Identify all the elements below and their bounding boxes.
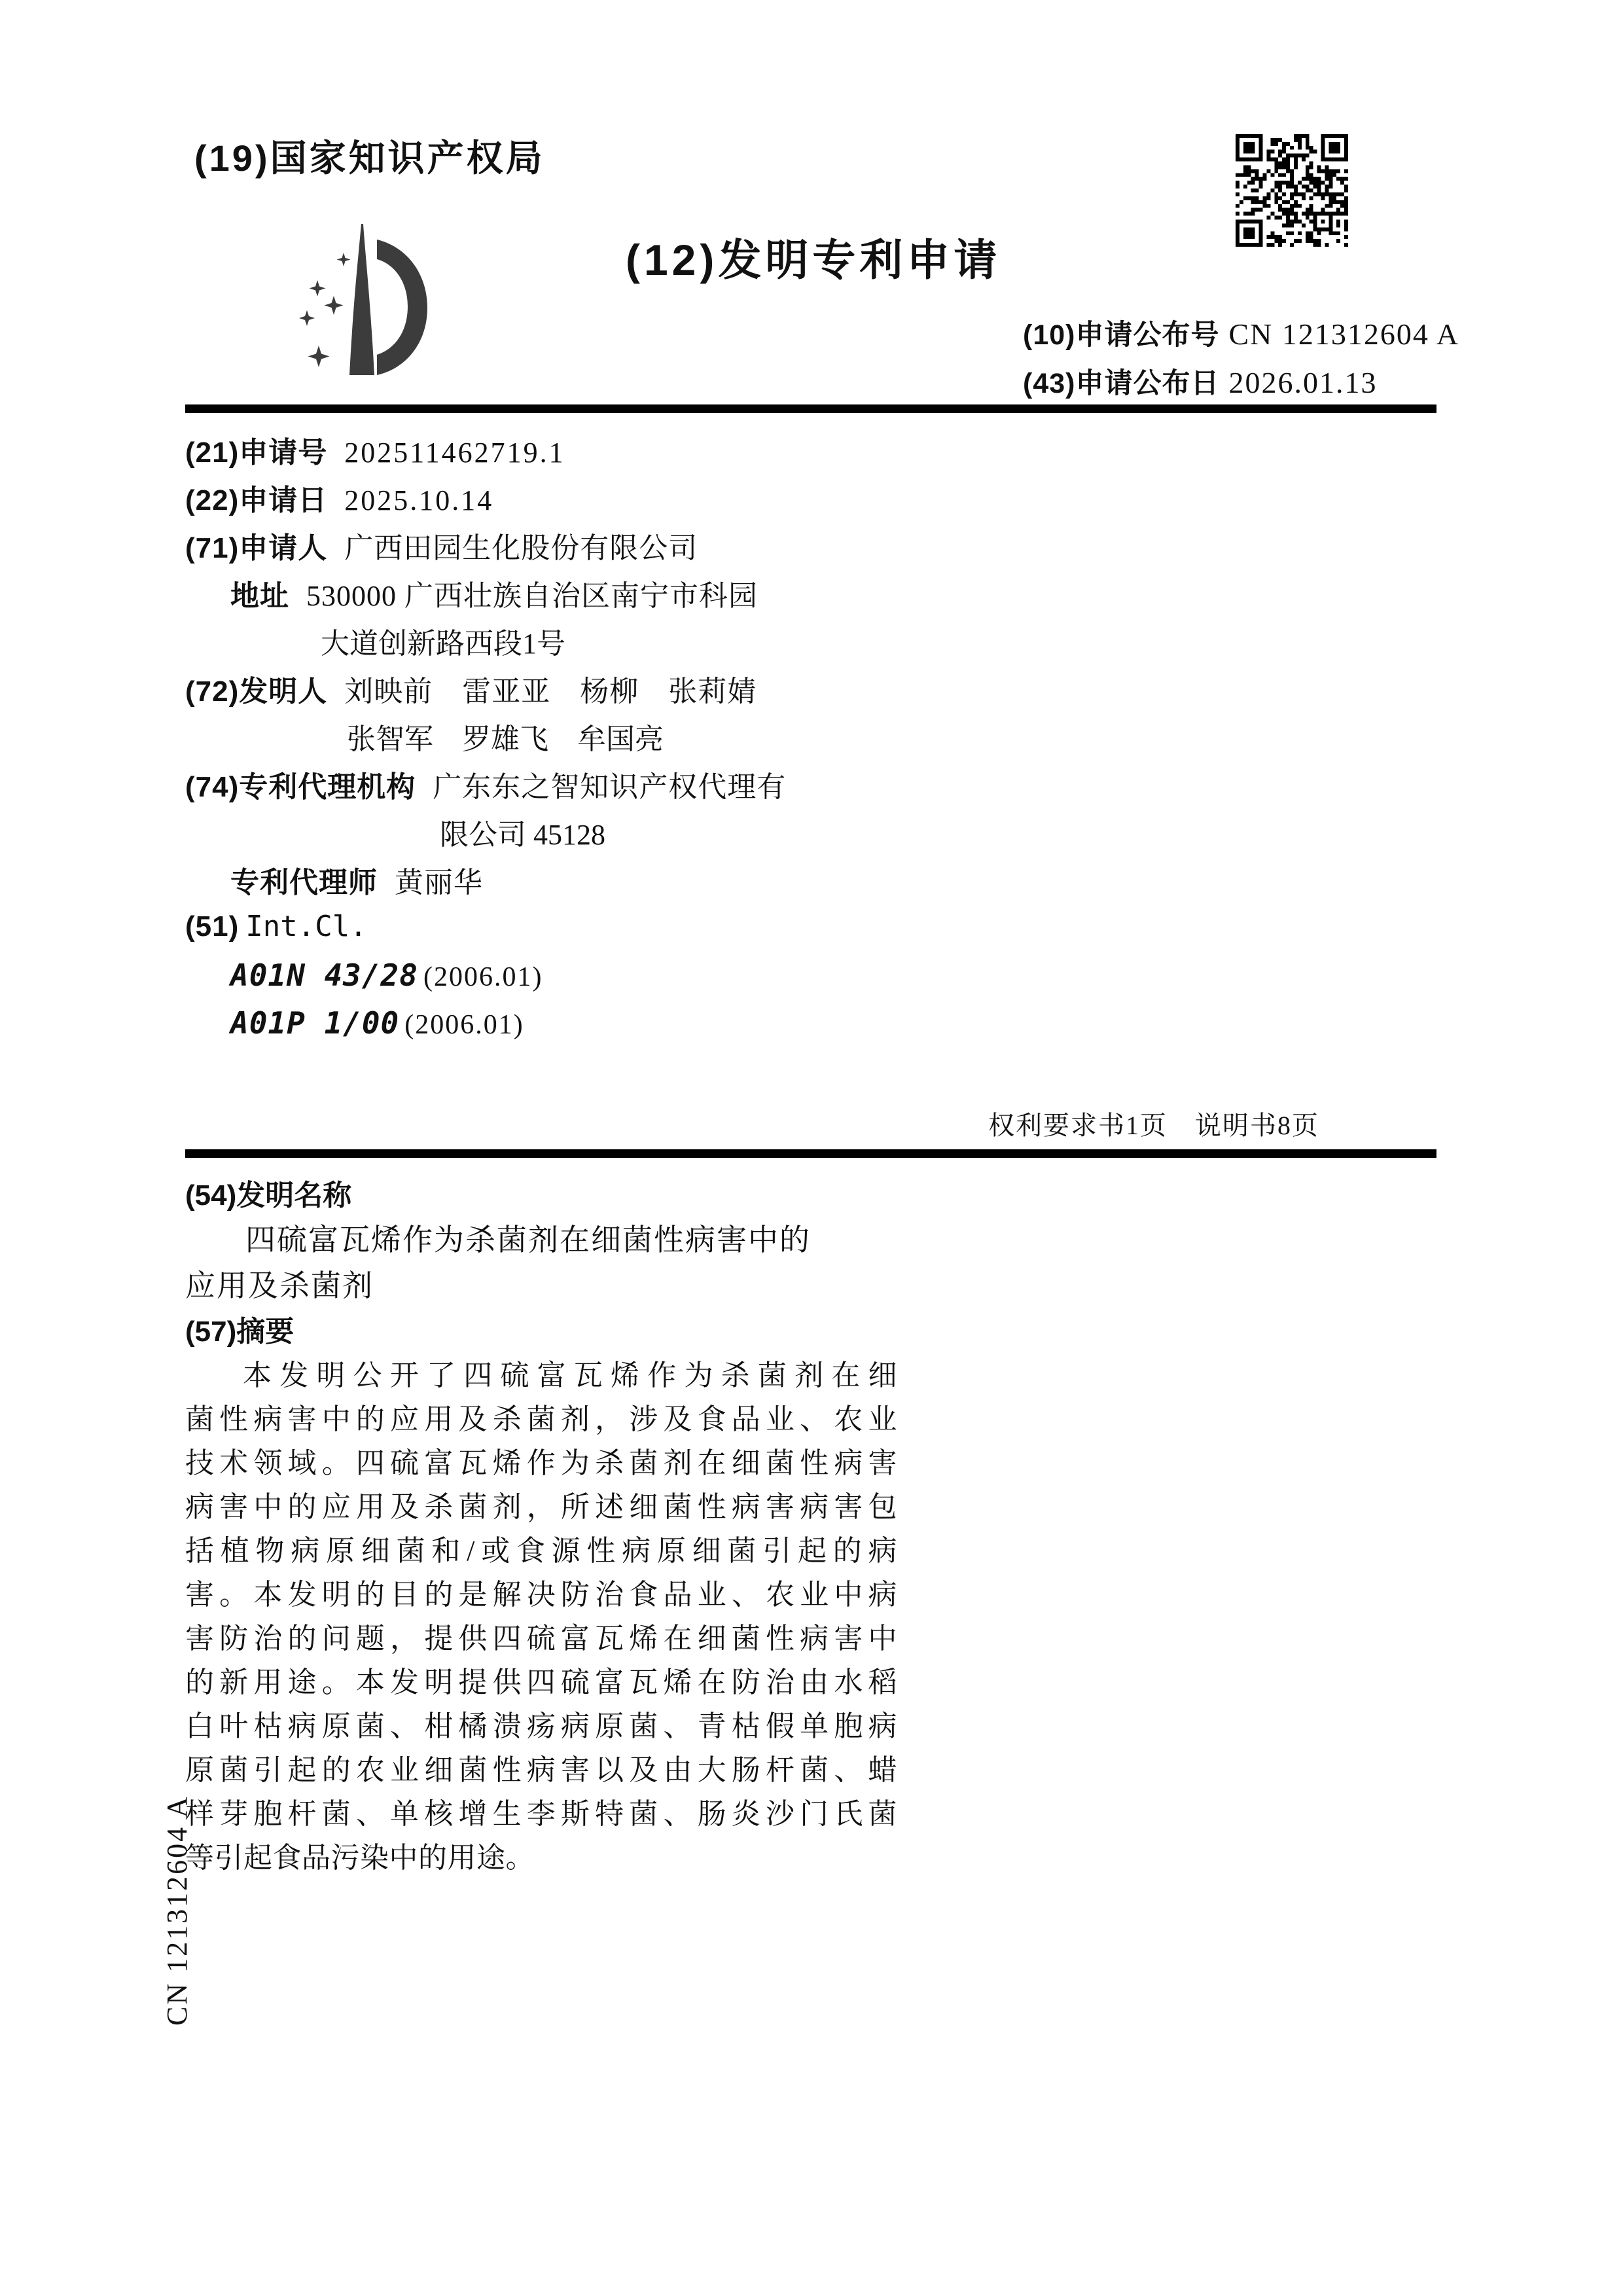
- abstract-line: 本发明公开了四硫富瓦烯作为杀菌剂在细: [243, 1359, 897, 1391]
- abstract-section-label: (57)摘要: [185, 1316, 294, 1348]
- abstract-line: 害。本发明的目的是解决防治食品业、农业中病: [185, 1579, 897, 1611]
- application-number-value: 202511462719.1: [344, 437, 565, 469]
- inventors-line1: 刘映前 雷亚亚 杨柳 张莉婧: [344, 675, 757, 708]
- patent-office-name: (19)国家知识产权局: [194, 137, 545, 179]
- cnipa-logo-icon: [298, 223, 429, 376]
- applicant-row: [185, 524, 698, 566]
- intcl-row: [185, 910, 367, 943]
- publication-date-label: (43)申请公布日: [1023, 368, 1220, 399]
- application-date-value: 2025.10.14: [344, 484, 494, 516]
- agency-row: [185, 763, 786, 805]
- abstract-line: 害防治的问题，提供四硫富瓦烯在细菌性病害中: [185, 1623, 897, 1655]
- applicant-value: 广西田园生化股份有限公司: [344, 532, 698, 564]
- publication-number-value: CN 121312604 A: [1228, 317, 1460, 351]
- applicant-label: (71)申请人: [185, 532, 328, 564]
- publication-date-value: 2026.01.13: [1228, 366, 1378, 399]
- application-number-row: [185, 429, 565, 471]
- abstract-line: 样芽胞杆菌、单核增生李斯特菌、肠炎沙门氏菌: [185, 1798, 897, 1830]
- qr-code-icon: [1236, 134, 1348, 247]
- abstract-text: [185, 1354, 897, 1880]
- side-publication-code: CN 121312604 A: [161, 1795, 193, 2026]
- invention-title-line2: 应用及杀菌剂: [185, 1269, 374, 1302]
- mid-divider: [185, 1149, 1436, 1158]
- pages-info: 权利要求书1页 说明书8页: [988, 1111, 1319, 1140]
- intcl-entry-1: [230, 958, 543, 993]
- abstract-line: 病害中的应用及杀菌剂，所述细菌性病害病害包: [185, 1491, 897, 1523]
- address-line1: 530000 广西壮族自治区南宁市科园: [306, 580, 758, 612]
- abstract-line: 等引起食品污染中的用途。: [185, 1842, 535, 1874]
- agent-value: 黄丽华: [395, 867, 483, 899]
- intcl-version-2: (2006.01): [404, 1010, 524, 1040]
- agency-line1: 广东东之智知识产权代理有: [433, 771, 787, 803]
- agency-label: (74)专利代理机构: [185, 771, 416, 803]
- agency-line2: 限公司 45128: [440, 819, 605, 851]
- title-section-label: (54)发明名称: [185, 1179, 352, 1211]
- agent-row: [230, 859, 483, 901]
- intcl-code-1: A01N 43/28: [230, 958, 418, 993]
- intcl-code-2: A01P 1/00: [230, 1005, 400, 1041]
- address-line2: 大道创新路西段1号: [321, 628, 565, 660]
- intcl-word: Int.Cl.: [245, 910, 367, 943]
- application-date-label: (22)申请日: [185, 484, 328, 516]
- publication-number-row: [1023, 313, 1459, 353]
- applicant-address-row: [230, 572, 758, 614]
- header-divider: [185, 404, 1436, 413]
- inventors-line2: 张智军 罗雄飞 牟国亮: [347, 723, 664, 755]
- inventors-label: (72)发明人: [185, 675, 328, 708]
- publication-date-row: [1023, 361, 1377, 401]
- intcl-number: (51): [185, 910, 240, 942]
- address-label: 地址: [230, 580, 289, 612]
- abstract-line: 括植物病原细菌和/或食源性病原细菌引起的病: [185, 1535, 897, 1567]
- application-number-label: (21)申请号: [185, 437, 328, 469]
- inventors-row: [185, 668, 757, 709]
- abstract-line: 的新用途。本发明提供四硫富瓦烯在防治由水稻: [185, 1666, 897, 1698]
- abstract-line: 白叶枯病原菌、柑橘溃疡病原菌、青枯假单胞病: [185, 1710, 897, 1742]
- document-kind-title: (12)发明专利申请: [626, 236, 1001, 284]
- intcl-entry-2: [230, 1005, 524, 1041]
- invention-title-line1: 四硫富瓦烯作为杀菌剂在细菌性病害中的: [245, 1223, 811, 1257]
- abstract-line: 技术领域。四硫富瓦烯作为杀菌剂在细菌性病害: [185, 1447, 897, 1479]
- publication-number-label: (10)申请公布号: [1023, 319, 1220, 351]
- abstract-line: 菌性病害中的应用及杀菌剂，涉及食品业、农业: [185, 1403, 897, 1435]
- abstract-line: 原菌引起的农业细菌性病害以及由大肠杆菌、蜡: [185, 1754, 897, 1786]
- intcl-version-1: (2006.01): [423, 962, 543, 992]
- agent-label: 专利代理师: [230, 867, 378, 899]
- application-date-row: [185, 476, 493, 518]
